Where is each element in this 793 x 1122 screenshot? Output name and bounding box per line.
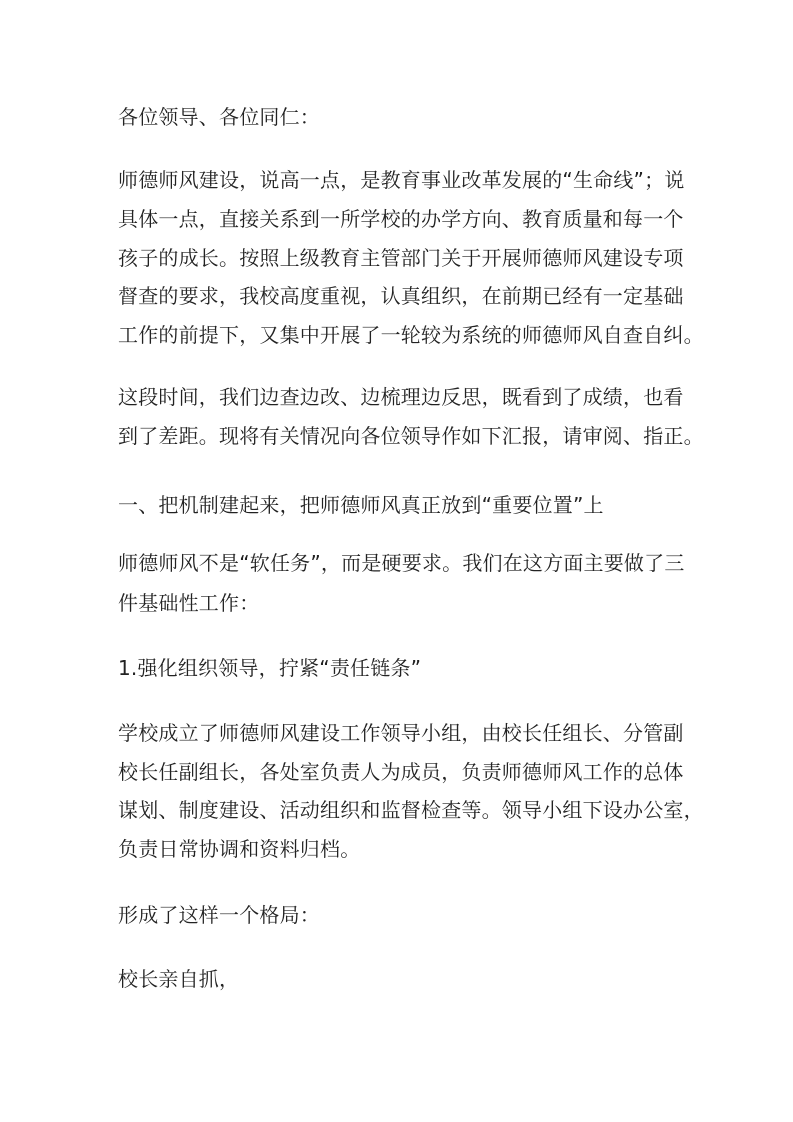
paragraph-line: 谋划、制度建设、活动组织和监督检查等。领导小组下设办公室，: [118, 798, 704, 822]
paragraph-line: 形成了这样一个格局：: [118, 903, 320, 927]
subsection-heading: 1.强化组织领导，拧紧“责任链条”: [118, 656, 422, 680]
paragraph-line: 负责日常协调和资料归档。: [118, 837, 361, 861]
paragraph-line: 学校成立了师德师风建设工作领导小组，由校长任组长、分管副: [118, 721, 684, 745]
paragraph-line: 件基础性工作：: [118, 591, 260, 615]
paragraph-line: 到了差距。现将有关情况向各位领导作如下汇报，请审阅、指正。: [118, 424, 704, 448]
paragraph-line: 师德师风建设，说高一点，是教育事业改革发展的“生命线”；说: [118, 168, 685, 192]
paragraph-line: 具体一点，直接关系到一所学校的办学方向、教育质量和每一个: [118, 207, 684, 231]
paragraph-line: 孩子的成长。按照上级教育主管部门关于开展师德师风建设专项: [118, 246, 684, 270]
paragraph-line: 校长任副组长，各处室负责人为成员，负责师德师风工作的总体: [118, 760, 684, 784]
paragraph-line: 督查的要求，我校高度重视，认真组织，在前期已经有一定基础: [118, 284, 684, 308]
salutation: 各位领导、各位同仁：: [118, 105, 320, 129]
paragraph-line: 师德师风不是“软任务”，而是硬要求。我们在这方面主要做了三: [118, 551, 685, 575]
section-heading: 一、把机制建起来，把师德师风真正放到“重要位置”上: [118, 493, 604, 517]
paragraph-line: 这段时间，我们边查边改、边梳理边反思，既看到了成绩，也看: [118, 385, 684, 409]
paragraph-line: 校长亲自抓，: [118, 967, 240, 991]
paragraph-line: 工作的前提下，又集中开展了一轮较为系统的师德师风自查自纠。: [118, 323, 704, 347]
